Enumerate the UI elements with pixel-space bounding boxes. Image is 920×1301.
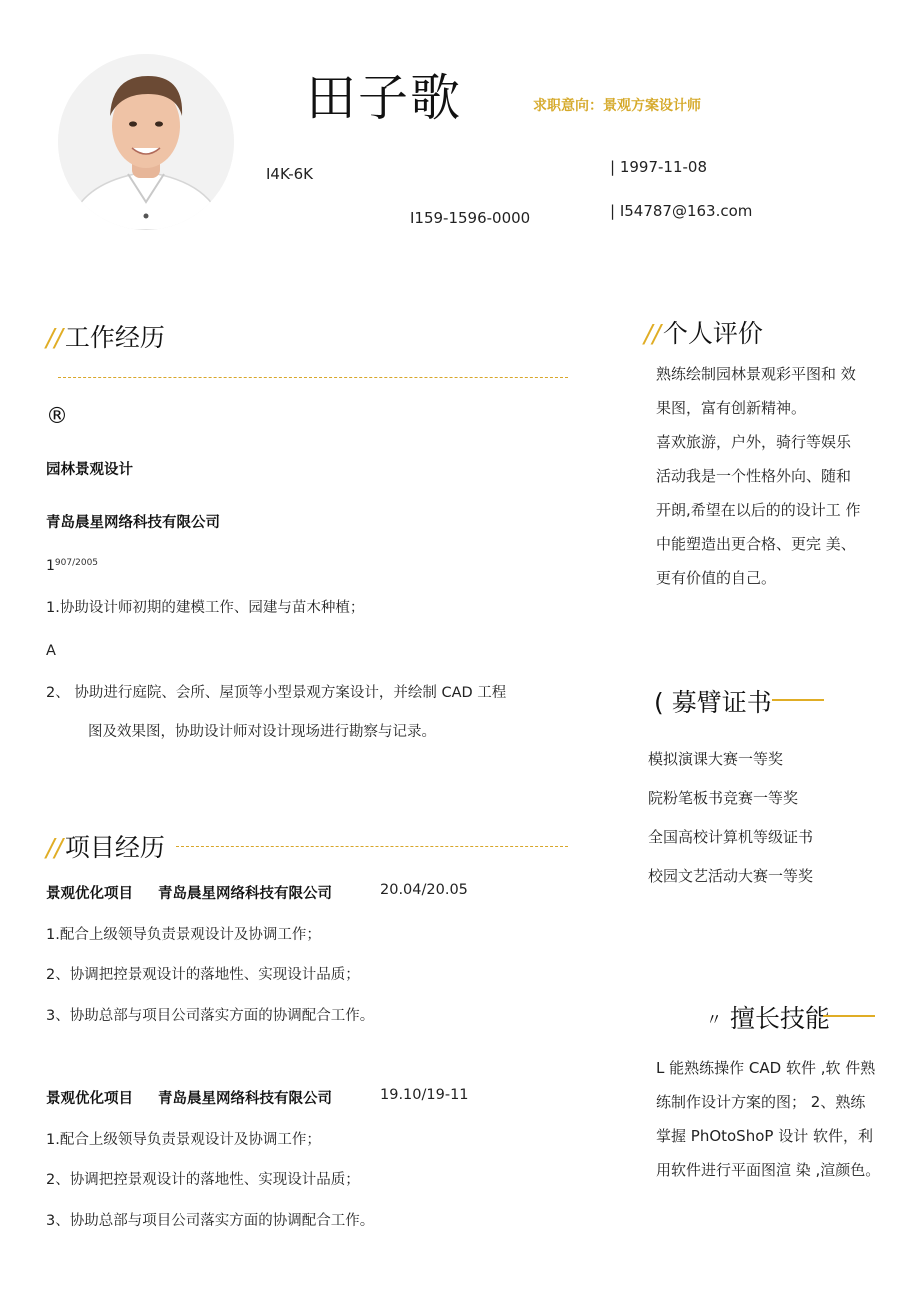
- heading-underline: [772, 699, 824, 701]
- skills-line: 掌握 PhOtoShoP 设计 软件，利: [656, 1127, 873, 1145]
- heading-prefix: 〃: [706, 1010, 723, 1029]
- certificate-item: 院粉笔板书竞赛一等奖: [648, 789, 799, 807]
- project-item: 3、协助总部与项目公司落实方面的协调配合工作。: [46, 1213, 375, 1229]
- heading-slashes: //: [644, 319, 661, 348]
- heading-slashes: //: [46, 833, 63, 862]
- project-name: 景观优化项目: [46, 886, 133, 902]
- evaluation-line: 活动我是一个性格外向、随和: [656, 467, 852, 485]
- project-date: 20.04/20.05: [380, 882, 468, 898]
- candidate-name: 田子歌: [306, 69, 462, 127]
- skills-text: [656, 1051, 880, 1187]
- certificate-item: 模拟演课大赛一等奖: [648, 750, 784, 768]
- work-date-small: 907/2005: [54, 558, 99, 568]
- section-divider: [58, 377, 568, 378]
- certificate-item: 校园文艺活动大赛一等奖: [648, 867, 814, 885]
- skills-line: 用软件进行平面图渲 染 ,渲颜色。: [656, 1161, 881, 1179]
- heading-underline: [823, 1015, 875, 1017]
- salary-expectation: I4K-6K: [266, 165, 314, 183]
- section-divider: [176, 846, 568, 847]
- work-a-mark: A: [46, 643, 56, 659]
- project-item: 2、协调把控景观设计的落地性、实现设计品质；: [46, 1172, 360, 1188]
- work-position: 园林景观设计: [46, 462, 133, 478]
- certificate-item: 全国高校计算机等级证书: [648, 828, 814, 846]
- project-company: 青岛晨星网络科技有限公司: [158, 1091, 332, 1107]
- work-company: 青岛晨星网络科技有限公司: [46, 515, 220, 531]
- project-experience-heading: [46, 828, 165, 864]
- evaluation-title: 个人评价: [662, 319, 763, 348]
- project-experience-title: 项目经历: [64, 833, 165, 862]
- evaluation-line: 中能塑造出更合格、更完 美、: [656, 535, 856, 553]
- project-date: 19.10/19-11: [380, 1087, 469, 1103]
- evaluation-line: 喜欢旅游，户外，骑行等娱乐: [656, 433, 852, 451]
- work-item-2-line-1: 2、 协助进行庭院、会所、屋顶等小型景观方案设计，并绘制 CAD 工程: [46, 685, 507, 701]
- skills-title: 擅长技能: [730, 1004, 831, 1033]
- birth-date: | 1997-11-08: [610, 158, 707, 176]
- heading-prefix: (: [654, 688, 664, 717]
- skills-line: L 能熟练操作 CAD 软件 ,软 件熟: [656, 1059, 876, 1077]
- work-experience-title: 工作经历: [64, 323, 165, 352]
- person-portrait-icon: [58, 54, 234, 230]
- evaluation-line: 开朗,希望在以后的的设计工 作: [656, 501, 861, 519]
- heading-slashes: //: [46, 323, 63, 352]
- evaluation-text: [656, 357, 861, 595]
- work-date: [46, 558, 98, 574]
- project-item: 2、协调把控景观设计的落地性、实现设计品质；: [46, 967, 360, 983]
- work-experience-heading: [46, 318, 165, 354]
- registered-mark: ®: [46, 404, 68, 429]
- evaluation-line: 熟练绘制园林景观彩平图和 效: [656, 365, 856, 383]
- project-item: 3、协助总部与项目公司落实方面的协调配合工作。: [46, 1008, 375, 1024]
- certificates-title: 募臂证书: [671, 688, 772, 717]
- phone-number: I159-1596-0000: [410, 209, 531, 227]
- job-objective: 求职意向：景观方案设计师: [533, 98, 701, 114]
- project-company: 青岛晨星网络科技有限公司: [158, 886, 332, 902]
- skills-heading: [706, 999, 830, 1035]
- evaluation-line: 更有价值的自己。: [656, 569, 777, 587]
- email-address: | I54787@163.com: [610, 202, 753, 220]
- avatar-portrait: [58, 54, 234, 230]
- evaluation-line: 果图，富有创新精神。: [656, 399, 807, 417]
- certificates-heading: [654, 683, 772, 719]
- project-item: 1.配合上级领导负责景观设计及协调工作；: [46, 927, 321, 943]
- project-name: 景观优化项目: [46, 1091, 133, 1107]
- work-date-big: 1: [46, 558, 55, 574]
- evaluation-heading: [644, 314, 763, 350]
- avatar-photo: [44, 40, 248, 244]
- work-item-2-line-2: 图及效果图，协助设计师对设计现场进行勘察与记录。: [88, 724, 436, 740]
- skills-line: 练制作设计方案的图； 2、熟练: [656, 1093, 866, 1111]
- work-item-1: 1.协助设计师初期的建模工作、园建与苗木种植；: [46, 600, 365, 616]
- project-item: 1.配合上级领导负责景观设计及协调工作；: [46, 1132, 321, 1148]
